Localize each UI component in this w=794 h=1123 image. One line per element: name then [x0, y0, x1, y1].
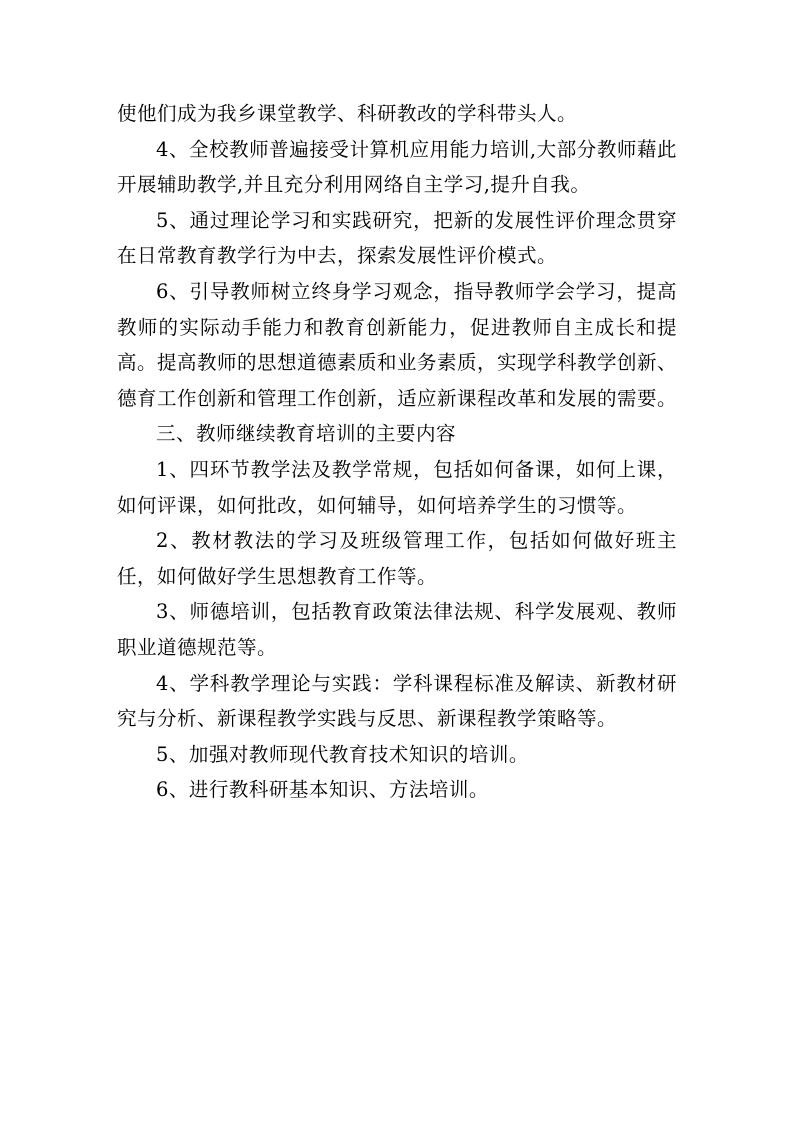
paragraph-continuation: 使他们成为我乡课堂教学、科研教改的学科带头人。 — [117, 102, 578, 125]
section-heading-main-content: 三、教师继续教育培训的主要内容 — [156, 422, 457, 446]
paragraph-content-1-teaching-routine: 1、四环节教学法及教学常规，包括如何备课，如何上课，如何评课，如何批改，如何辅导，如何培养学生的习惯等。 — [117, 457, 677, 517]
paragraph-item-4-computer-training: 4、全校教师普遍接受计算机应用能力培训,大部分教师藉此开展辅助教学,并且充分利用网络自主学习,提升自我。 — [117, 137, 677, 197]
paragraph-item-6-lifelong-learning: 6、引导教师树立终身学习观念，指导教师学会学习，提高教师的实际动手能力和教育创新能力，促进教师自主成长和提高。提高教师的思想道德素质和业务素质，实现学科教学创新、德育工作创新和管理工作创新，适应新课程改革和发展的需要。 — [117, 279, 678, 410]
document-page — [117, 96, 677, 808]
paragraph-content-5-edtech: 5、加强对教师现代教育技术知识的培训。 — [156, 742, 529, 766]
paragraph-content-6-research: 6、进行教科研基本知识、方法培训。 — [156, 778, 489, 802]
paragraph-content-2-class-management: 2、教材教法的学习及班级管理工作，包括如何做好班主任，如何做好学生思想教育工作等。 — [117, 529, 677, 588]
paragraph-content-3-ethics: 3、师德培训，包括教育政策法律法规、科学发展观、教师职业道德规范等。 — [117, 600, 677, 659]
paragraph-content-4-subject-theory: 4、学科教学理论与实践：学科课程标准及解读、新教材研究与分析、新课程教学实践与反思、新课程教学策略等。 — [117, 671, 677, 731]
paragraph-item-5-evaluation: 5、通过理论学习和实践研究，把新的发展性评价理念贯穿在日常教育教学行为中去，探索发展性评价模式。 — [117, 208, 677, 268]
